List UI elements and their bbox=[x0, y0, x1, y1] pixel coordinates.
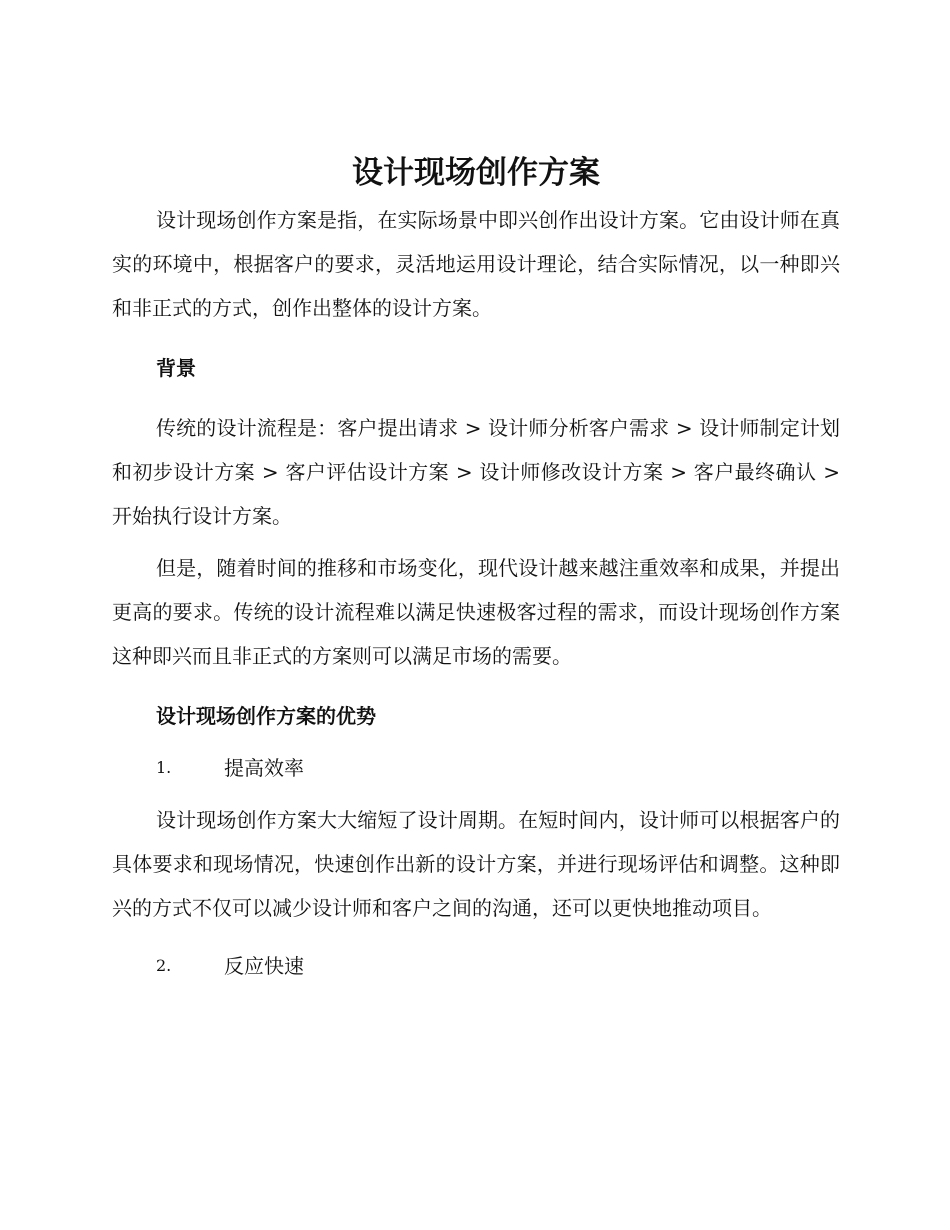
spacer bbox=[112, 678, 840, 686]
list-number: 1. bbox=[156, 758, 172, 777]
spacer bbox=[112, 330, 840, 338]
advantage-paragraph-1: 设计现场创作方案大大缩短了设计周期。在短时间内，设计师可以根据客户的具体要求和现场情况，快速创作出新的设计方案，并进行现场评估和调整。这种即兴的方式不仅可以减少设计师和客户之间的沟通，还可以更快地推动项目。 bbox=[112, 808, 840, 920]
document-page bbox=[112, 148, 840, 996]
document-title: 设计现场创作方案 bbox=[352, 155, 600, 191]
background-paragraph-1: 传统的设计流程是：客户提出请求 > 设计师分析客户需求 > 设计师制定计划和初步设计方案 > 客户评估设计方案 > 设计师修改设计方案 > 客户最终确认 > 开始执行设计方案。 bbox=[112, 416, 840, 528]
list-number: 2. bbox=[156, 956, 172, 975]
list-item-1 bbox=[156, 746, 840, 790]
spacer bbox=[112, 538, 840, 546]
section-heading-advantages: 设计现场创作方案的优势 bbox=[156, 704, 376, 728]
list-item-2 bbox=[156, 944, 840, 988]
background-paragraph-2: 但是，随着时间的推移和市场变化，现代设计越来越注重效率和成果，并提出更高的要求。传统的设计流程难以满足快速极客过程的需求，而设计现场创作方案这种即兴而且非正式的方案则可以满足市场的需要。 bbox=[112, 556, 840, 668]
section-heading-background: 背景 bbox=[156, 356, 196, 380]
list-item-title: 反应快速 bbox=[224, 954, 304, 978]
intro-paragraph: 设计现场创作方案是指，在实际场景中即兴创作出设计方案。它由设计师在真实的环境中，根据客户的要求，灵活地运用设计理论，结合实际情况，以一种即兴和非正式的方式，创作出整体的设计方案。 bbox=[112, 208, 840, 320]
spacer bbox=[112, 398, 840, 406]
list-item-title: 提高效率 bbox=[224, 756, 304, 780]
